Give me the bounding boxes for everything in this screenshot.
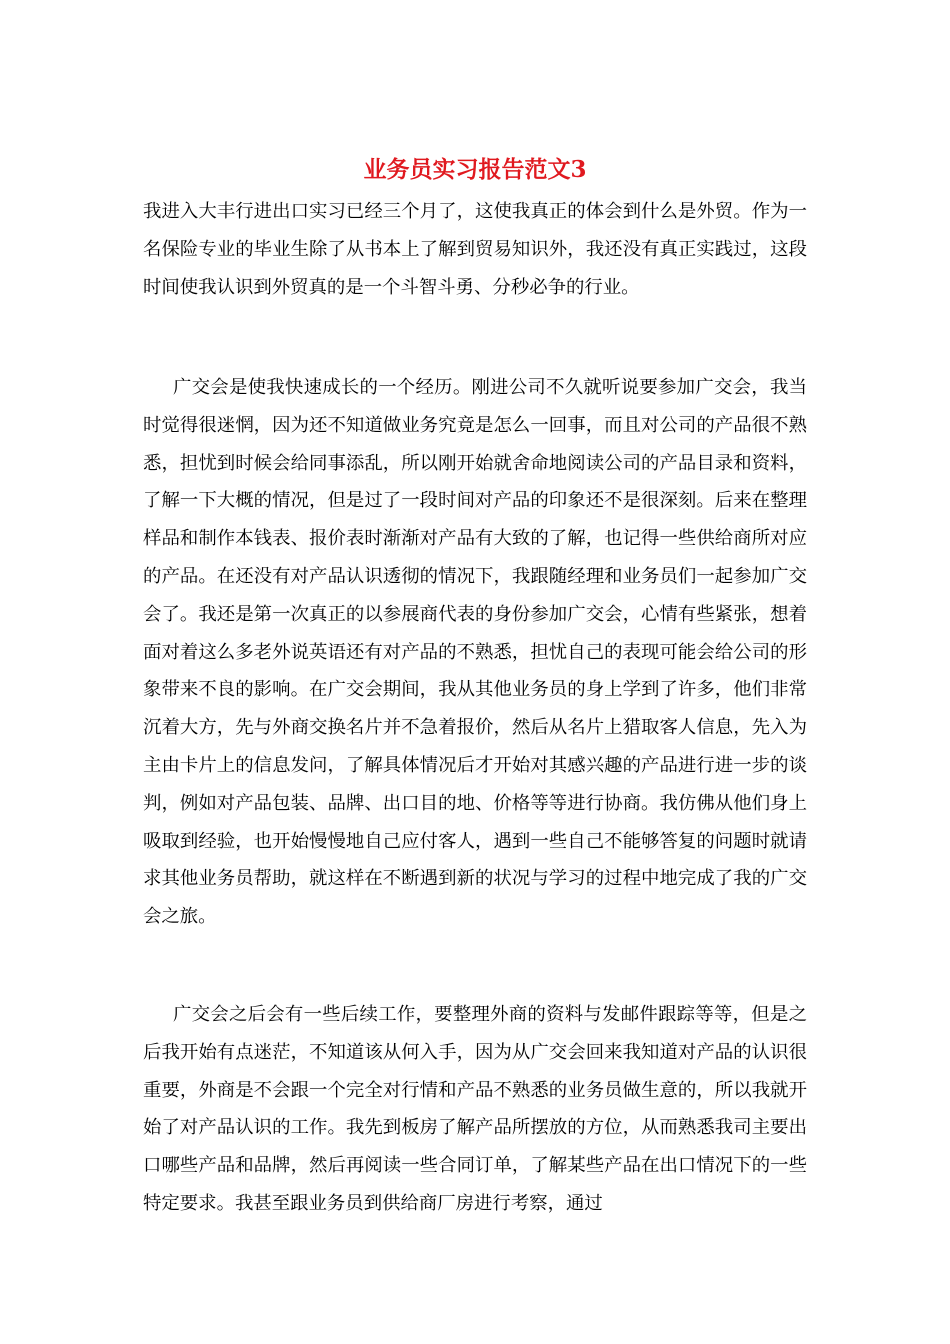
document-title: 业务员实习报告范文3: [363, 156, 587, 183]
paragraph-2: 广交会是使我快速成长的一个经历。刚进公司不久就听说要参加广交会，我当时觉得很迷惘，因为还不知道做业务究竟是怎么一回事，而且对公司的产品很不熟悉，担忧到时候会给同事添乱，所以刚开始就舍命地阅读公司的产品目录和资料，了解一下大概的情况，但是过了一段时间对产品的印象还不是很深刻。后来在整理样品和制作本钱表、报价表时渐渐对产品有大致的了解，也记得一些供给商所对应的产品。在还没有对产品认识透彻的情况下，我跟随经理和业务员们一起参加广交会了。我还是第一次真正的以参展商代表的身份参加广交会，心情有些紧张，想着面对着这么多老外说英语还有对产品的不熟悉，担忧自己的表现可能会给公司的形象带来不良的影响。在广交会期间，我从其他业务员的身上学到了许多，他们非常沉着大方，先与外商交换名片并不急着报价，然后从名片上猎取客人信息，先入为主由卡片上的信息发问，了解具体情况后才开始对其感兴趣的产品进行进一步的谈判，例如对产品包装、品牌、出口目的地、价格等等进行协商。我仿佛从他们身上吸取到经验，也开始慢慢地自己应付客人，遇到一些自己不能够答复的问题时就请求其他业务员帮助，就这样在不断遇到新的状况与学习的过程中地完成了我的广交会之旅。: [143, 377, 807, 928]
paragraph-1: 我进入大丰行进出口实习已经三个月了，这使我真正的体会到什么是外贸。作为一名保险专业的毕业生除了从书本上了解到贸易知识外，我还没有真正实践过，这段时间使我认识到外贸真的是一个斗智斗勇、分秒必争的行业。: [143, 201, 807, 298]
paragraph-3: 广交会之后会有一些后续工作，要整理外商的资料与发邮件跟踪等等，但是之后我开始有点迷茫，不知道该从何入手，因为从广交会回来我知道对产品的认识很重要，外商是不会跟一个完全对行情和产品不熟悉的业务员做生意的，所以我就开始了对产品认识的工作。我先到板房了解产品所摆放的方位，从而熟悉我司主要出口哪些产品和品牌，然后再阅读一些合同订单，了解某些产品在出口情况下的一些特定要求。我甚至跟业务员到供给商厂房进行考察，通过: [143, 1004, 807, 1214]
